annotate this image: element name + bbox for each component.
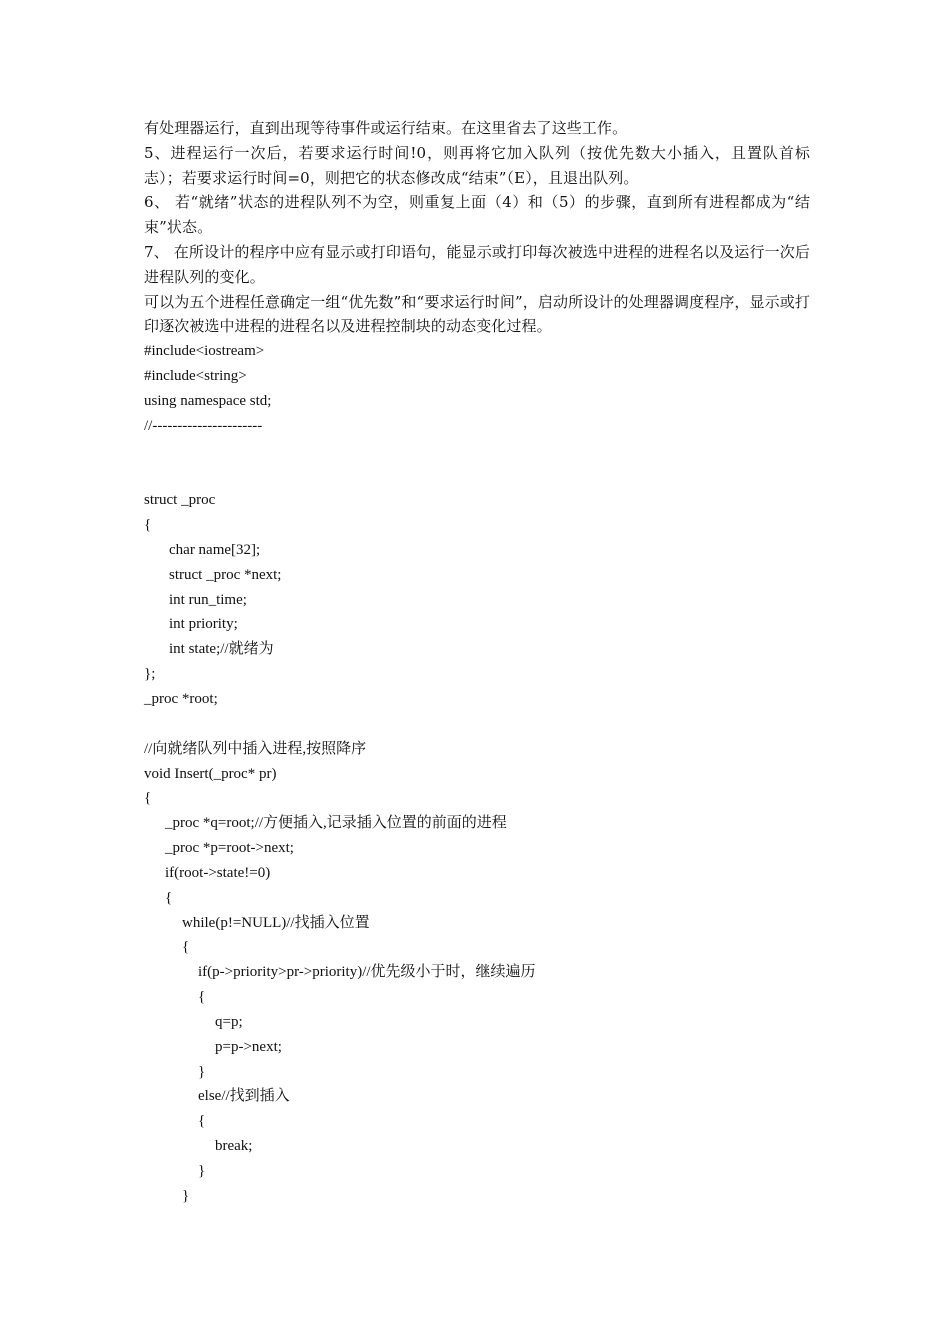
code-line: char name[32]; xyxy=(169,541,261,558)
code-line: while(p!=NULL)//找插入位置 xyxy=(182,914,370,931)
code-line: { xyxy=(144,790,152,807)
code-line: { xyxy=(165,889,173,906)
paragraph-2: 5、进程运行一次后，若要求运行时间!0，则再将它加入队列（按优先数大小插入，且置队首标志）；若要求运行时间=0，则把它的状态修改成“结束”（E），且退出队列。 xyxy=(144,143,810,187)
paragraph-3: 6、 若“就绪”状态的进程队列不为空，则重复上面（4）和（5）的步骤，直到所有进程都成为“结束”状态。 xyxy=(144,193,810,237)
code-line: //---------------------- xyxy=(144,417,263,434)
code-line: else//找到插入 xyxy=(198,1088,290,1105)
code-line: p=p->next; xyxy=(215,1038,282,1055)
code-line: { xyxy=(182,939,190,956)
code-line: if(p->priority>pr->priority)//优先级小于时，继续遍历 xyxy=(198,964,536,981)
code-line: using namespace std; xyxy=(144,392,272,409)
blank-line xyxy=(144,712,810,737)
code-line: #include<iostream> xyxy=(144,343,265,360)
code-line: struct _proc xyxy=(144,492,216,509)
code-line: } xyxy=(198,1163,206,1180)
code-line: q=p; xyxy=(215,1013,243,1030)
code-line: struct _proc *next; xyxy=(169,566,282,583)
blank-lines xyxy=(144,439,810,489)
code-line: } xyxy=(182,1187,190,1204)
code-line: _proc *root; xyxy=(144,690,218,707)
code-line: }; xyxy=(144,666,156,683)
code-comment: //向就绪队列中插入进程,按照降序 xyxy=(144,740,367,757)
code-block xyxy=(144,339,810,1209)
code-line: { xyxy=(198,1113,206,1130)
code-line: if(root->state!=0) xyxy=(165,864,271,881)
code-line: { xyxy=(198,989,206,1006)
code-line: break; xyxy=(215,1138,253,1155)
code-line: int state;//就绪为 xyxy=(169,641,274,658)
paragraph-1: 有处理器运行，直到出现等待事件或运行结束。在这里省去了这些工作。 xyxy=(144,119,628,137)
code-line: { xyxy=(144,517,152,534)
code-line: void Insert(_proc* pr) xyxy=(144,765,277,782)
code-line: int priority; xyxy=(169,616,238,633)
code-line: } xyxy=(198,1063,206,1080)
code-line: _proc *p=root->next; xyxy=(165,840,294,857)
document-page xyxy=(144,116,810,1209)
paragraph-4: 7、 在所设计的程序中应有显示或打印语句，能显示或打印每次被选中进程的进程名以及运行一次后进程队列的变化。 xyxy=(144,242,810,286)
code-line: int run_time; xyxy=(169,591,247,608)
code-line: _proc *q=root;//方便插入,记录插入位置的前面的进程 xyxy=(165,815,507,832)
paragraph-5: 可以为五个进程任意确定一组“优先数”和“要求运行时间”，启动所设计的处理器调度程序，显示或打印逐次被选中进程的进程名以及进程控制块的动态变化过程。 xyxy=(144,292,810,336)
code-line: #include<string> xyxy=(144,368,247,385)
